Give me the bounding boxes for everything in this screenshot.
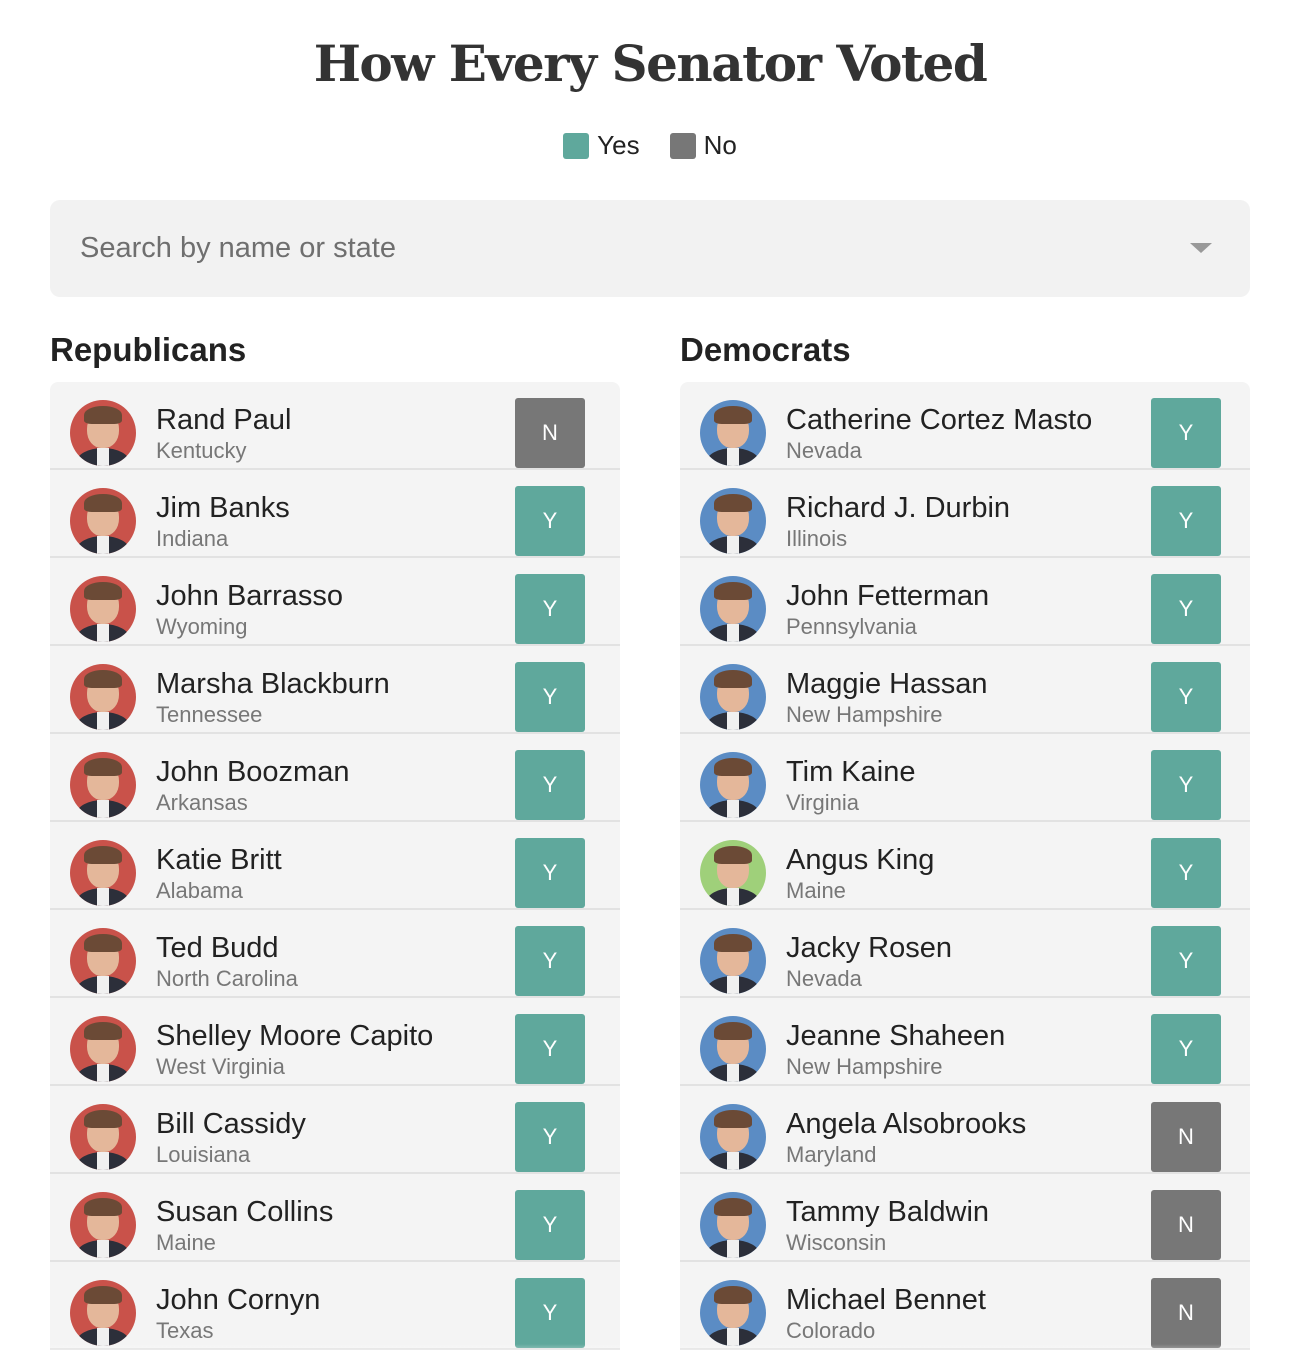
senator-row[interactable]	[50, 558, 620, 646]
senator-state: West Virginia	[156, 1054, 285, 1079]
senator-state: North Carolina	[156, 966, 298, 991]
page-title: How Every Senator Voted	[313, 34, 987, 93]
senator-name: Angela Alsobrooks	[786, 1108, 1027, 1140]
senator-name: Tammy Baldwin	[786, 1196, 990, 1228]
senator-avatar	[70, 928, 136, 994]
senator-row[interactable]	[50, 646, 620, 734]
senator-name: Marsha Blackburn	[156, 668, 390, 700]
senator-name: Michael Bennet	[786, 1284, 986, 1316]
senator-avatar	[700, 752, 766, 818]
vote-badge: Y	[515, 1014, 585, 1084]
senator-name: Ted Budd	[156, 932, 279, 964]
senator-avatar	[700, 576, 766, 642]
avatar-hair	[714, 1110, 752, 1128]
senator-name: John Fetterman	[786, 580, 990, 612]
vote-badge: N	[1151, 1102, 1221, 1172]
senator-avatar	[700, 1280, 766, 1346]
vote-badge: Y	[1151, 574, 1221, 644]
vote-badge: Y	[515, 662, 585, 732]
senator-row[interactable]	[50, 910, 620, 998]
democrats-list	[680, 382, 1250, 1350]
senator-row[interactable]	[680, 998, 1250, 1086]
vote-badge: Y	[515, 486, 585, 556]
senator-name: Maggie Hassan	[786, 668, 988, 700]
avatar-hair	[714, 582, 752, 600]
vote-badge: Y	[515, 574, 585, 644]
senator-state: Nevada	[786, 438, 862, 463]
senator-avatar	[700, 928, 766, 994]
senator-name: Bill Cassidy	[156, 1108, 306, 1140]
avatar-shirt	[727, 800, 739, 818]
senator-avatar	[700, 1192, 766, 1258]
vote-badge: Y	[1151, 838, 1221, 908]
senator-row[interactable]	[680, 470, 1250, 558]
senator-avatar	[700, 840, 766, 906]
senator-row[interactable]	[50, 822, 620, 910]
vote-badge: Y	[1151, 750, 1221, 820]
vote-badge: N	[1151, 1278, 1221, 1348]
senator-row[interactable]	[50, 470, 620, 558]
senator-row[interactable]	[680, 1086, 1250, 1174]
republicans-list	[50, 382, 620, 1350]
senator-state: Illinois	[786, 526, 848, 551]
senator-row[interactable]	[680, 558, 1250, 646]
senator-state: Colorado	[786, 1318, 876, 1343]
avatar-hair	[714, 758, 752, 776]
avatar-shirt	[97, 448, 109, 466]
senator-state: New Hampshire	[786, 1054, 943, 1079]
senator-name: Jim Banks	[156, 492, 290, 524]
vote-badge: N	[515, 398, 585, 468]
avatar-hair	[714, 934, 752, 952]
avatar-hair	[84, 1198, 122, 1216]
senator-state: Wisconsin	[786, 1230, 887, 1255]
senator-name: Jeanne Shaheen	[786, 1020, 1006, 1052]
senator-row[interactable]	[50, 382, 620, 470]
senator-state: Arkansas	[156, 790, 248, 815]
legend-swatch-yes	[563, 133, 589, 159]
vote-badge: Y	[515, 1278, 585, 1348]
senator-row[interactable]	[680, 822, 1250, 910]
senator-name: John Boozman	[156, 756, 350, 788]
senator-state: Louisiana	[156, 1142, 251, 1167]
senator-avatar	[70, 752, 136, 818]
avatar-shirt	[97, 888, 109, 906]
senator-name: Jacky Rosen	[786, 932, 953, 964]
avatar-shirt	[97, 1152, 109, 1170]
democrats-heading: Democrats	[680, 331, 851, 368]
senator-name: Angus King	[786, 844, 935, 876]
vote-badge: N	[1151, 1190, 1221, 1260]
democrats-column	[680, 330, 1250, 1350]
senator-name: John Barrasso	[156, 580, 343, 612]
avatar-hair	[714, 494, 752, 512]
senator-name: Tim Kaine	[786, 756, 916, 788]
avatar-hair	[84, 1022, 122, 1040]
senator-row[interactable]	[680, 646, 1250, 734]
avatar-hair	[714, 846, 752, 864]
senator-state: Virginia	[786, 790, 859, 815]
avatar-hair	[84, 494, 122, 512]
senator-name: Shelley Moore Capito	[156, 1020, 434, 1052]
avatar-shirt	[727, 712, 739, 730]
avatar-shirt	[727, 536, 739, 554]
senator-avatar	[70, 1192, 136, 1258]
senator-avatar	[700, 488, 766, 554]
avatar-hair	[84, 406, 122, 424]
senator-avatar	[700, 664, 766, 730]
vote-badge: Y	[1151, 486, 1221, 556]
avatar-shirt	[97, 624, 109, 642]
vote-badge: Y	[515, 838, 585, 908]
avatar-hair	[84, 1110, 122, 1128]
senator-state: Tennessee	[156, 702, 263, 727]
senator-state: Wyoming	[156, 614, 248, 639]
vote-badge: Y	[1151, 926, 1221, 996]
senator-state: Maryland	[786, 1142, 877, 1167]
senator-state: Maine	[156, 1230, 216, 1255]
senator-state: Indiana	[156, 526, 229, 551]
senator-name: Susan Collins	[156, 1196, 334, 1228]
avatar-shirt	[97, 800, 109, 818]
avatar-shirt	[727, 976, 739, 994]
senator-row[interactable]	[680, 382, 1250, 470]
avatar-shirt	[97, 712, 109, 730]
legend	[0, 130, 1300, 161]
senator-avatar	[70, 1280, 136, 1346]
legend-item-no	[670, 130, 737, 161]
avatar-hair	[84, 1286, 122, 1304]
senator-state: Kentucky	[156, 438, 247, 463]
senator-row[interactable]	[50, 1086, 620, 1174]
search-input[interactable]	[80, 232, 1160, 265]
senator-avatar	[70, 576, 136, 642]
avatar-hair	[84, 934, 122, 952]
senator-row[interactable]	[50, 1174, 620, 1262]
search-box[interactable]	[50, 200, 1250, 297]
avatar-shirt	[727, 888, 739, 906]
avatar-hair	[84, 582, 122, 600]
avatar-shirt	[97, 536, 109, 554]
legend-item-yes	[563, 130, 639, 161]
senator-avatar	[700, 400, 766, 466]
senator-row[interactable]	[50, 998, 620, 1086]
senator-name: Richard J. Durbin	[786, 492, 1011, 524]
vote-badge: Y	[515, 1102, 585, 1172]
bottom-fade	[0, 1344, 1300, 1362]
senator-avatar	[70, 488, 136, 554]
senator-row[interactable]	[680, 910, 1250, 998]
vote-badge: Y	[515, 1190, 585, 1260]
senator-row[interactable]	[680, 1262, 1250, 1350]
senator-avatar	[70, 400, 136, 466]
senator-row[interactable]	[680, 1174, 1250, 1262]
vote-badge: Y	[515, 926, 585, 996]
avatar-shirt	[727, 1152, 739, 1170]
senator-avatar	[700, 1016, 766, 1082]
republicans-column	[50, 330, 620, 1350]
senator-state: Pennsylvania	[786, 614, 917, 639]
avatar-hair	[714, 406, 752, 424]
vote-badge: Y	[1151, 662, 1221, 732]
legend-swatch-no	[670, 133, 696, 159]
senator-name: John Cornyn	[156, 1284, 321, 1316]
vote-badge: Y	[1151, 1014, 1221, 1084]
avatar-shirt	[97, 976, 109, 994]
avatar-hair	[84, 670, 122, 688]
legend-label-no: No	[703, 130, 737, 160]
senator-state: New Hampshire	[786, 702, 943, 727]
senator-name: Catherine Cortez Masto	[786, 404, 1093, 436]
senator-state: Maine	[786, 878, 846, 903]
senator-avatar	[70, 1104, 136, 1170]
avatar-hair	[714, 1198, 752, 1216]
senator-row[interactable]	[680, 734, 1250, 822]
senator-avatar	[70, 840, 136, 906]
avatar-shirt	[727, 448, 739, 466]
senator-row[interactable]	[50, 1262, 620, 1350]
republicans-heading: Republicans	[50, 331, 247, 368]
chevron-down-icon[interactable]	[1190, 243, 1212, 253]
vote-badge: Y	[1151, 398, 1221, 468]
vote-badge: Y	[515, 750, 585, 820]
avatar-shirt	[727, 1240, 739, 1258]
avatar-hair	[714, 1022, 752, 1040]
senator-avatar	[700, 1104, 766, 1170]
avatar-shirt	[97, 1240, 109, 1258]
avatar-hair	[714, 670, 752, 688]
avatar-hair	[84, 758, 122, 776]
senator-row[interactable]	[50, 734, 620, 822]
legend-label-yes: Yes	[597, 130, 640, 160]
avatar-hair	[714, 1286, 752, 1304]
senator-state: Nevada	[786, 966, 862, 991]
senator-state: Alabama	[156, 878, 243, 903]
avatar-hair	[84, 846, 122, 864]
avatar-shirt	[727, 624, 739, 642]
avatar-shirt	[97, 1064, 109, 1082]
senator-avatar	[70, 1016, 136, 1082]
senator-avatar	[70, 664, 136, 730]
avatar-shirt	[727, 1064, 739, 1082]
senator-name: Rand Paul	[156, 404, 292, 436]
senator-name: Katie Britt	[156, 844, 282, 876]
senator-state: Texas	[156, 1318, 214, 1343]
